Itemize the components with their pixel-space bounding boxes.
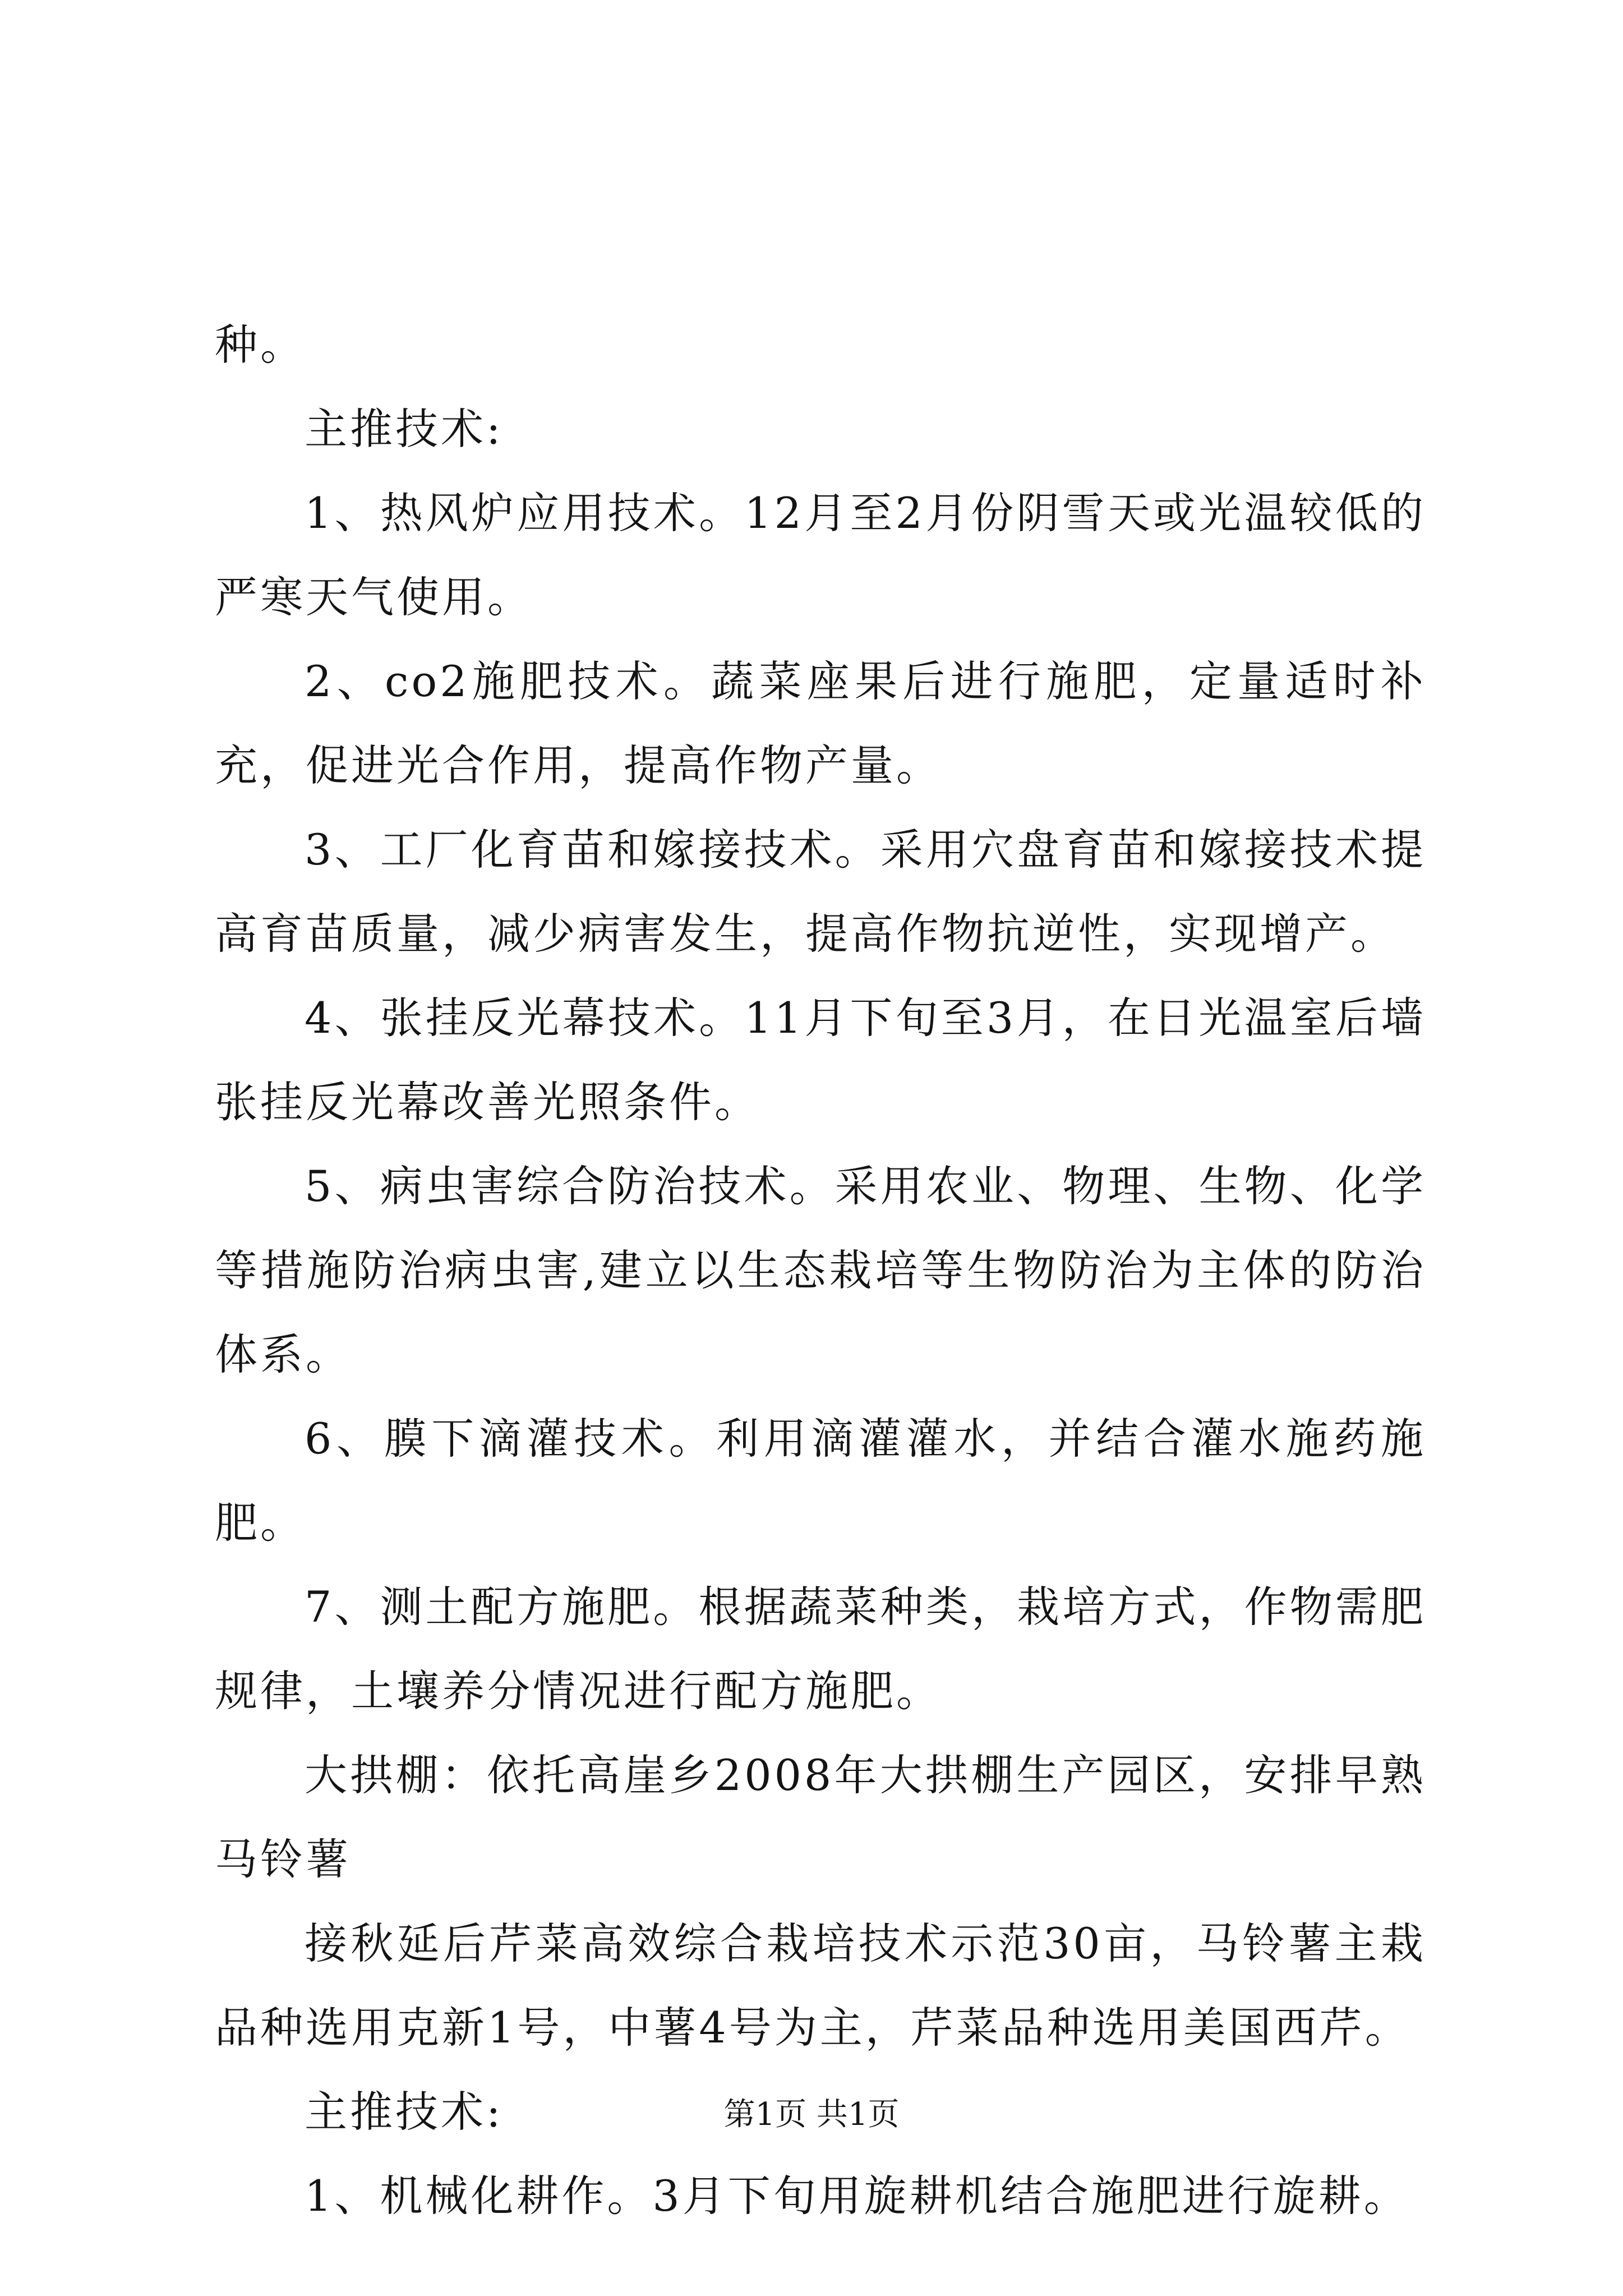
page-footer: 第1页 共1页 [723,2096,900,2133]
paragraph-item-2: 2、co2施肥技术。蔬菜座果后进行施肥，定量适时补充，促进光合作用，提高作物产量。 [215,656,1426,790]
paragraph-item-mechanized: 1、机械化耕作。3月下旬用旋耕机结合施肥进行旋耕。 [305,2171,1409,2221]
paragraph-item-7: 7、测土配方施肥。根据蔬菜种类，栽培方式，作物需肥规律，土壤养分情况进行配方施肥。 [215,1582,1426,1716]
paragraph-item-6: 6、膜下滴灌技术。利用滴灌灌水，并结合灌水施药施肥。 [215,1414,1426,1548]
paragraph-big-arch-shed: 大拱棚：依托高崖乡2008年大拱棚生产园区，安排早熟马铃薯 [215,1750,1426,1884]
paragraph-celery-demo: 接秋延后芹菜高效综合栽培技术示范30亩，马铃薯主栽品种选用克新1号，中薯4号为主，芹菜品种选用美国西芹。 [215,1918,1426,2053]
paragraph-heading-main-tech: 主推技术: [305,404,504,454]
paragraph-item-1: 1、热风炉应用技术。12月至2月份阴雪天或光温较低的严寒天气使用。 [215,488,1426,622]
paragraph-heading-main-tech-2: 主推技术: [305,2087,504,2137]
paragraph-item-4: 4、张挂反光幕技术。11月下旬至3月，在日光温室后墙张挂反光幕改善光照条件。 [215,993,1426,1127]
paragraph-item-5: 5、病虫害综合防治技术。采用农业、物理、生物、化学等措施防治病虫害,建立以生态栽培等生物防治为主体的防治体系。 [215,1161,1426,1379]
document-body [215,303,1426,2238]
paragraph-item-3: 3、工厂化育苗和嫁接技术。采用穴盘育苗和嫁接技术提高育苗质量，减少病害发生，提高作物抗逆性，实现增产。 [215,825,1426,959]
paragraph-continuation: 种。 [215,320,306,370]
